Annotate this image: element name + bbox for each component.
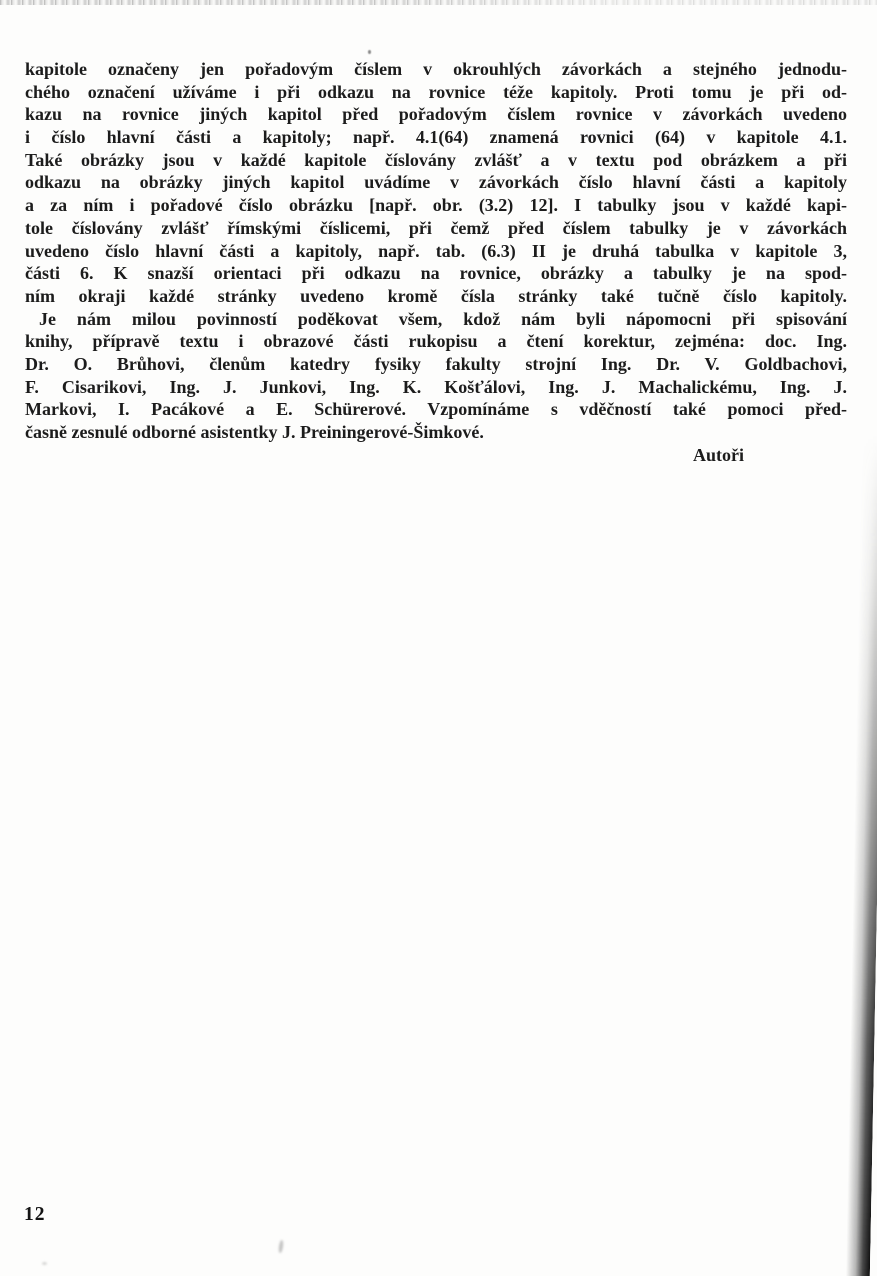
scan-smudge [368,50,371,54]
text-line: chého označení užíváme i při odkazu na rovnice téže kapitoly. Proti tomu je při od- [25,81,847,102]
scan-smudge [278,1240,284,1253]
scan-edge-artifact [0,0,877,5]
text-line: F. Cisarikovi, Ing. J. Junkovi, Ing. K. Košťálovi, Ing. J. Machalickému, Ing. J. [25,376,847,397]
book-spine-shadow [846,435,877,1276]
text-line: časně zesnulé odborné asistentky J. Preiningerové-Šimkové. [25,422,484,442]
preface-text-block [25,58,847,466]
text-line-paragraph-start: Je nám milou povinností poděkovat všem, kdož nám byli nápomocni při spisování [39,308,847,329]
text-line: části 6. K snazší orientaci při odkazu na rovnice, obrázky a tabulky je na spod- [25,263,847,284]
text-line: knihy, přípravě textu i obrazové části rukopisu a čtení korektur, zejména: doc. Ing. [25,331,847,352]
authors-signature: Autoři [693,444,744,465]
text-line: Také obrázky jsou v každé kapitole číslovány zvlášť a v textu pod obrázkem a při [25,149,847,170]
text-line: kazu na rovnice jiných kapitol před pořadovým číslem rovnice v závorkách uvedeno [25,104,847,125]
text-line: odkazu na obrázky jiných kapitol uvádíme v závorkách číslo hlavní části a kapitoly [25,172,847,193]
scan-smudge [42,1262,47,1265]
text-line: i číslo hlavní části a kapitoly; např. 4.1(64) znamená rovnici (64) v kapitole 4.1. [25,127,847,148]
text-line: a za ním i pořadové číslo obrázku [např. obr. (3.2) 12]. I tabulky jsou v každé kapi- [25,195,847,216]
page-number: 12 [24,1204,46,1225]
text-line: ním okraji každé stránky uvedeno kromě čísla stránky také tučně číslo kapitoly. [25,285,847,306]
text-line: kapitole označeny jen pořadovým číslem v okrouhlých závorkách a stejného jednodu- [25,59,847,79]
text-line: Markovi, I. Pacákové a E. Schürerové. Vzpomínáme s vděčností také pomoci před- [25,399,847,420]
text-line: Dr. O. Brůhovi, členům katedry fysiky fakulty strojní Ing. Dr. V. Goldbachovi, [25,353,847,374]
text-line: tole číslovány zvlášť římskými číslicemi, při čemž před číslem tabulky je v závorkách [25,217,847,238]
text-line: uvedeno číslo hlavní části a kapitoly, např. tab. (6.3) II je druhá tabulka v kapitole 3, [25,240,847,261]
